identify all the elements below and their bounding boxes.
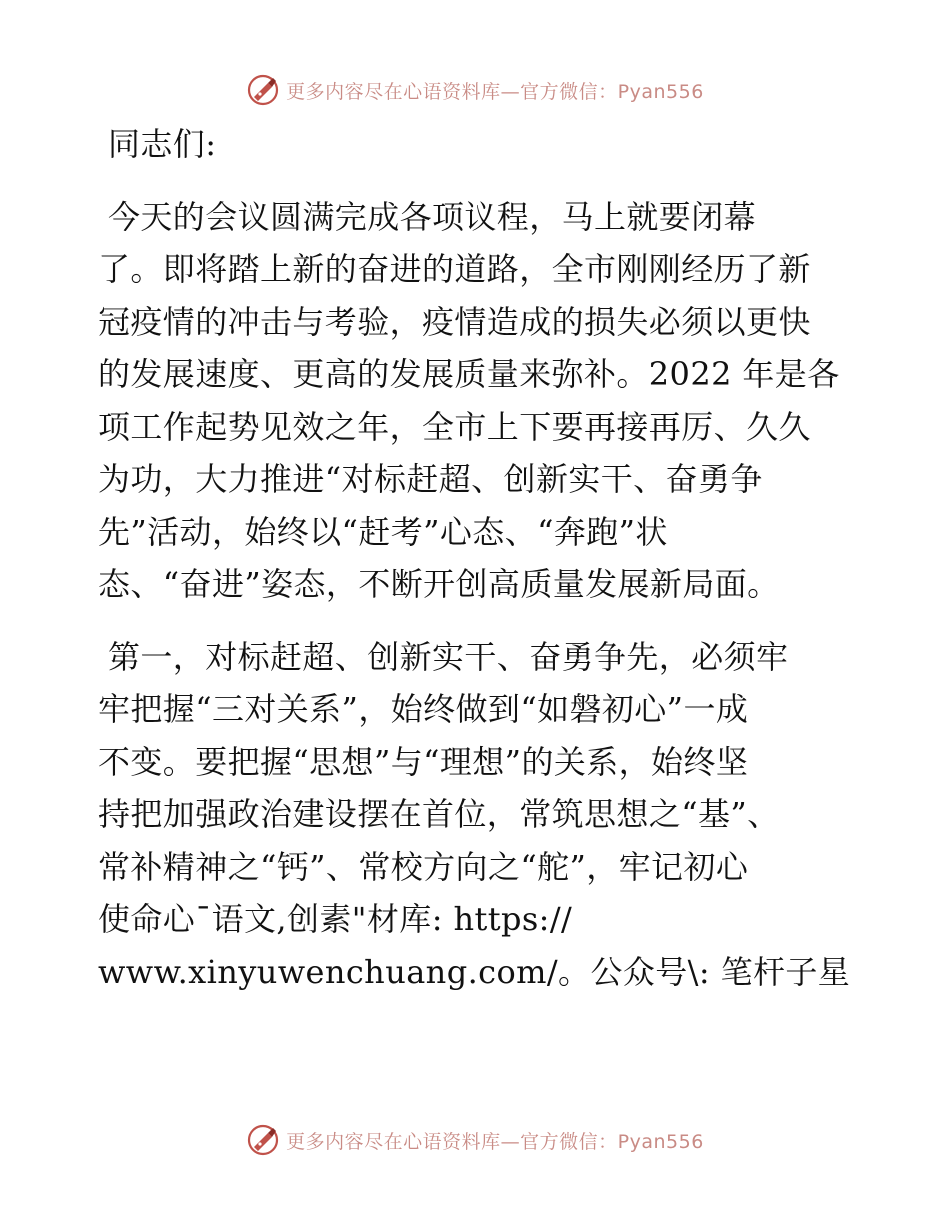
- text-line: www.xinyuwenchuang.com/。公众号\: 笔杆子星: [98, 952, 851, 991]
- text-line: 今天的会议圆满完成各项议程，马上就要闭幕: [108, 197, 757, 236]
- salutation: 同志们:: [108, 125, 217, 163]
- text-line: 牢把握“三对关系”，始终做到“如磐初心”一成: [98, 690, 749, 728]
- text-line: 为功，大力推进“对标赶超、创新实干、奋勇争: [98, 460, 763, 498]
- text-line: 使命心¯语文,创素"材库: https://: [98, 900, 573, 938]
- text-line: 了。即将踏上新的奋进的道路，全市刚刚经历了新: [98, 250, 811, 288]
- document-body: [98, 118, 858, 998]
- text-line: 项工作起势见效之年，全市上下要再接再厉、久久: [98, 407, 811, 446]
- pen-nib-logo-icon: [246, 1123, 280, 1157]
- text-line: 不变。要把握“思想”与“理想”的关系，始终坚: [98, 742, 749, 781]
- pen-nib-logo-icon: [246, 73, 280, 107]
- header-watermark-banner: [0, 70, 950, 110]
- paragraph-1: [98, 191, 858, 611]
- text-line: 先”活动，始终以“赶考”心态、“奔跑”状: [98, 512, 668, 551]
- paragraph-2: [98, 631, 858, 999]
- footer-watermark-banner: [0, 1120, 950, 1160]
- text-line: 的发展速度、更高的发展质量来弥补。2022 年是各: [98, 355, 840, 393]
- watermark-text: 更多内容尽在心语资料库—官方微信：Pyan556: [286, 1130, 704, 1153]
- text-line: 持把加强政治建设摆在首位，常筑思想之“基”、: [98, 795, 780, 833]
- text-line: 冠疫情的冲击与考验，疫情造成的损失必须以更快: [98, 302, 811, 341]
- text-line: 态、“奋进”姿态，不断开创高质量发展新局面。: [98, 565, 780, 603]
- text-line: 常补精神之“钙”、常校方向之“舵”，牢记初心: [98, 847, 749, 886]
- watermark-text: 更多内容尽在心语资料库—官方微信：Pyan556: [286, 80, 704, 103]
- text-line: 第一，对标赶超、创新实干、奋勇争先，必须牢: [108, 637, 789, 676]
